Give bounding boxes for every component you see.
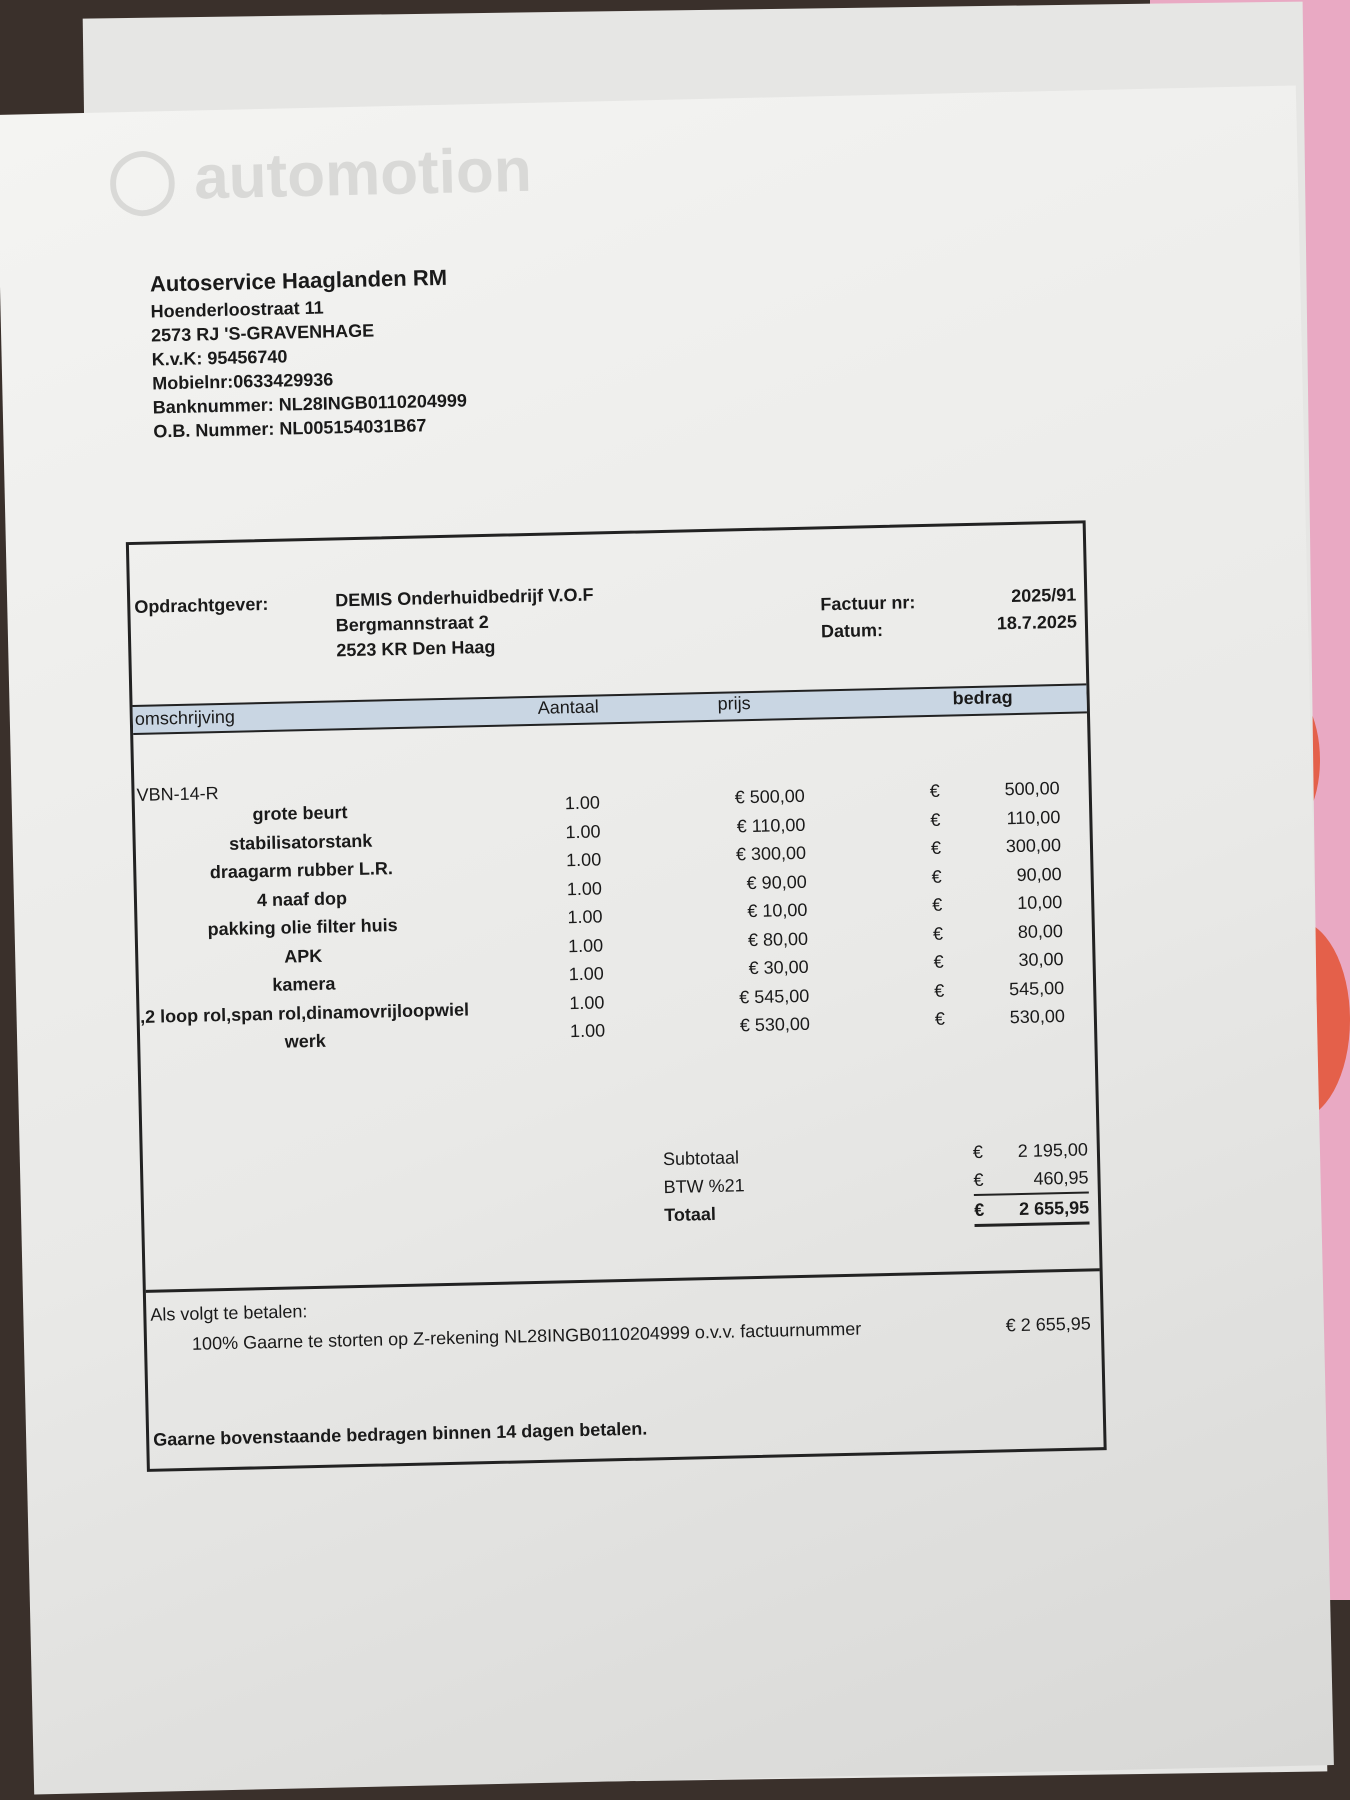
license-plate: VBN-14-R [136, 783, 219, 805]
client-address [335, 583, 595, 664]
invoice-labels [820, 589, 916, 645]
item-description: kamera [272, 973, 336, 995]
item-quantity: 1.00 [568, 963, 605, 985]
client-street: Bergmannstraat 2 [335, 611, 490, 636]
client-city: 2523 KR Den Haag [336, 636, 496, 661]
company-city: 2573 RJ 'S-GRAVENHAGE [150, 320, 375, 346]
currency: € [934, 1008, 946, 1029]
company-vat-number: O.B. Nummer: NL005154031B67 [153, 415, 427, 442]
item-price: € 30,00 [748, 956, 809, 979]
item-description: ,2 loop rol,span rol,dinamovrijloopwiel [139, 998, 470, 1027]
item-amount: 90,00 [1016, 863, 1062, 885]
item-price: € 110,00 [736, 814, 806, 836]
payment-note: Gaarne bovenstaande bedragen binnen 14 dagen betalen. [152, 1418, 648, 1450]
item-price: € 10,00 [747, 899, 808, 922]
item-amount: 545,00 [1008, 977, 1065, 999]
item-amount: 30,00 [1018, 948, 1064, 970]
item-description: werk [284, 1030, 326, 1052]
currency: € [932, 923, 944, 944]
column-header [133, 683, 1087, 735]
item-price: € 500,00 [734, 785, 805, 808]
company-kvk: K.v.K: 95456740 [151, 346, 288, 370]
company-logo: ◯ automotion [106, 135, 533, 215]
total-value: 2 655,95 [1018, 1197, 1090, 1220]
vat-label: BTW %21 [663, 1175, 745, 1198]
item-amount: 500,00 [1004, 778, 1060, 800]
totals-labels [663, 1143, 746, 1229]
total-label: Totaal [664, 1203, 717, 1226]
item-amount: 300,00 [1005, 834, 1062, 857]
item-quantity: 1.00 [569, 1020, 606, 1042]
company-name: Autoservice Haaglanden RM [149, 264, 448, 297]
item-price: € 300,00 [735, 842, 807, 865]
divider [146, 1268, 1100, 1293]
item-description: 4 naaf dop [256, 887, 348, 910]
item-price: € 545,00 [739, 985, 810, 1007]
item-description: APK [284, 945, 323, 967]
currency: € [931, 866, 942, 887]
col-description: omschrijving [134, 706, 236, 729]
currency: € [933, 980, 945, 1001]
item-quantity: 1.00 [567, 906, 603, 928]
invoice-table [126, 520, 1107, 1472]
col-quantity: Aantaal [537, 696, 599, 718]
client-label: Opdrachtgever: [134, 593, 269, 617]
item-amount: 80,00 [1017, 920, 1064, 942]
item-amount: 10,00 [1016, 891, 1063, 913]
item-amount: 110,00 [1006, 806, 1061, 828]
payment-line: 100% Gaarne te storten op Z-rekening NL28INGB0110204999 o.v.v. factuurnummer [191, 1318, 862, 1354]
payment-heading: Als volgt te betalen: [150, 1301, 308, 1325]
item-description: grote beurt [252, 802, 348, 825]
company-mobile: Mobielnr:0633429936 [152, 369, 334, 394]
currency: € [929, 780, 940, 801]
subtotal-value: 2 195,00 [1017, 1139, 1089, 1162]
payment-amount: € 2 655,95 [1005, 1313, 1092, 1336]
currency: € [933, 951, 944, 972]
currency: € [932, 894, 943, 915]
item-quantity: 1.00 [566, 877, 603, 899]
item-price: € 80,00 [747, 928, 809, 950]
currency: € [973, 1169, 984, 1191]
currency: € [930, 809, 941, 830]
currency: € [972, 1141, 984, 1163]
item-quantity: 1.00 [565, 849, 602, 871]
invoice-date-label: Datum: [820, 619, 884, 642]
item-quantity: 1.00 [564, 792, 601, 814]
invoice-number-label: Factuur nr: [820, 592, 916, 615]
item-price: € 90,00 [746, 871, 807, 893]
invoice-sheet [0, 85, 1334, 1794]
logo-text: automotion [193, 135, 533, 213]
company-bank: Banknummer: NL28INGB0110204999 [152, 390, 468, 418]
item-description: stabilisatorstank [228, 830, 373, 854]
item-amount: 530,00 [1009, 1005, 1066, 1028]
currency: € [930, 837, 942, 858]
vat-value: 460,95 [1033, 1167, 1089, 1189]
item-description: draagarm rubber L.R. [209, 858, 394, 883]
invoice-number: 2025/91 [1010, 584, 1077, 607]
currency: € [973, 1199, 985, 1221]
item-quantity: 1.00 [565, 820, 601, 842]
company-street: Hoenderloostraat 11 [150, 297, 324, 322]
client-name: DEMIS Onderhuidbedrijf V.O.F [334, 584, 594, 611]
item-quantity: 1.00 [569, 991, 605, 1013]
item-price: € 530,00 [739, 1013, 811, 1036]
col-price: prijs [717, 692, 751, 714]
invoice-values [996, 582, 1077, 638]
item-quantity: 1.00 [567, 934, 604, 956]
totals-values [973, 1135, 1090, 1227]
item-description: pakking olie filter huis [207, 915, 398, 940]
company-info [150, 262, 468, 443]
col-amount: bedrag [952, 687, 1013, 709]
invoice-date: 18.7.2025 [996, 611, 1078, 634]
subtotal-label: Subtotaal [662, 1147, 740, 1170]
